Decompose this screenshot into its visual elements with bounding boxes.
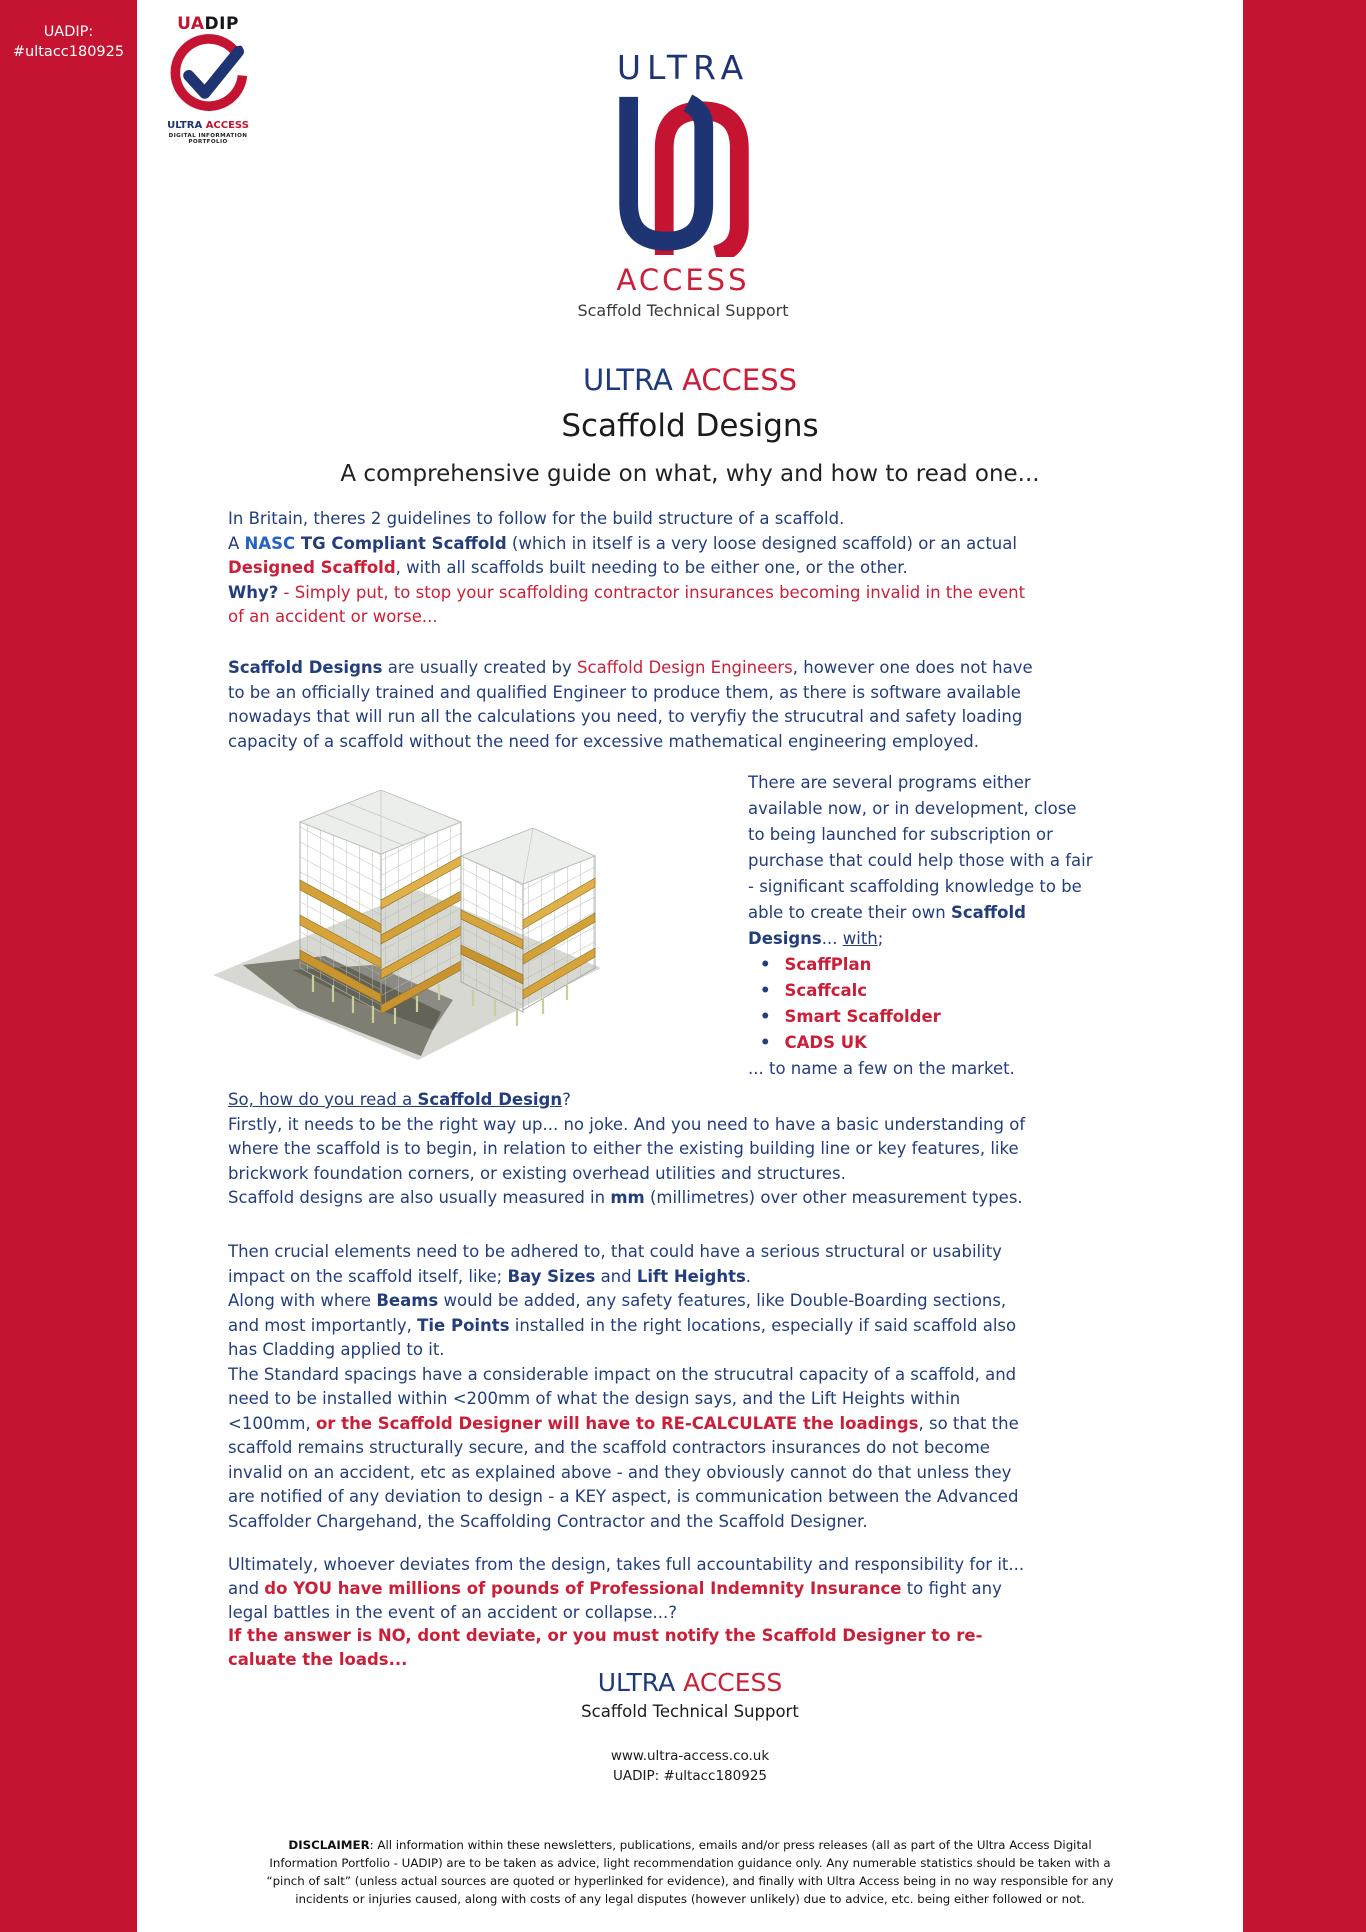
- text-segment: , however one does not have: [792, 658, 1033, 677]
- text-segment: where the scaffold is to begin, in relation to either the existing building line or key features, like: [228, 1139, 1019, 1158]
- programs-intro-lines: [748, 770, 1093, 952]
- logo-ultra-wordmark: ULTRA: [616, 48, 750, 87]
- text-segment: In Britain, theres 2 guidelines to follow for the build structure of a scaffold.: [228, 509, 845, 528]
- text-segment: to be an officially trained and qualified Engineer to produce them, as there is software available: [228, 682, 1021, 702]
- text-line: [228, 1553, 1024, 1577]
- uadip-brand-ultra: ULTRA: [167, 120, 206, 131]
- text-segment: has Cladding applied to it.: [228, 1340, 445, 1359]
- text-line: [228, 556, 1025, 581]
- text-line: [200, 1872, 1180, 1890]
- text-segment: caluate the loads...: [228, 1650, 408, 1670]
- software-name: Smart Scaffolder: [784, 1007, 941, 1026]
- software-list-item: [748, 1030, 1093, 1056]
- scaffold-3d-render: [203, 760, 605, 1066]
- text-segment: able to create their own: [748, 903, 951, 922]
- text-segment: need to be installed within <200mm of what the design says, and the Lift Heights within: [228, 1389, 961, 1408]
- text-segment: would be added, any safety features, like Double-Boarding sections,: [438, 1291, 1007, 1310]
- how-to-read-section: [228, 1088, 1025, 1211]
- text-segment: Scaffold: [950, 903, 1026, 922]
- uadip-logo-subtitle: DIGITAL INFORMATION PORTFOLIO: [168, 133, 248, 145]
- text-line: [748, 1056, 1093, 1082]
- text-segment: ;: [877, 929, 884, 948]
- software-list: [748, 952, 1093, 1056]
- text-segment: Information Portfolio - UADIP) are to be taken as advice, light recommendation guidance only. Any numerable statistics should be taken with a: [269, 1856, 1111, 1870]
- logo-access-wordmark: ACCESS: [616, 263, 750, 297]
- text-segment: Along with where: [228, 1291, 377, 1310]
- text-line: [200, 1854, 1180, 1872]
- text-segment: Ultimately, whoever deviates from the design, takes full accountability and responsibility for it...: [228, 1555, 1025, 1574]
- text-segment: (millimetres) over other measurement types.: [644, 1188, 1023, 1207]
- intro-paragraph: [228, 507, 1025, 630]
- text-line: [228, 1461, 1019, 1486]
- uadip-tag-code: #ultacc180925: [12, 44, 125, 60]
- software-list-item: [748, 1004, 1093, 1030]
- text-line: [228, 507, 1025, 532]
- uadip-logo-dip: DIP: [204, 14, 239, 34]
- text-line: [228, 705, 1033, 730]
- text-line: [228, 1314, 1019, 1339]
- text-segment: <100mm,: [228, 1413, 316, 1433]
- footer-website: www.ultra-access.co.uk: [610, 1748, 770, 1764]
- text-segment: The Standard spacings have a considerable impact on the strucutral capacity of a scaffold, and: [228, 1364, 1017, 1384]
- text-line: [228, 730, 1033, 755]
- text-line: [228, 1485, 1019, 1510]
- text-segment: A: [228, 533, 245, 553]
- text-segment: ?: [562, 1090, 571, 1109]
- text-segment: to fight any: [901, 1578, 1002, 1598]
- crucial-elements-paragraph: [228, 1240, 1019, 1534]
- heading-brand-ultra: ULTRA: [582, 363, 683, 397]
- left-red-band: [0, 0, 137, 1932]
- text-segment: .: [745, 1266, 752, 1286]
- uadip-logo-ua: UA: [177, 14, 205, 34]
- text-line: [228, 656, 1033, 681]
- text-segment: There are several programs either: [748, 773, 1031, 792]
- footer-brand-ultra: ULTRA: [597, 1668, 684, 1697]
- text-segment: legal battles in the event of an accident or collapse...?: [228, 1602, 677, 1622]
- text-line: [228, 1601, 1024, 1625]
- uadip-tag-label: UADIP:: [43, 24, 94, 40]
- text-line: [200, 1890, 1180, 1908]
- programs-paragraph: [748, 770, 1093, 1082]
- text-segment: So, how do you read a: [228, 1090, 418, 1109]
- text-line: [748, 822, 1093, 848]
- text-segment: - Simply put, to stop your scaffolding contractor insurances becoming invalid in the event: [278, 582, 1026, 602]
- text-segment: If the answer is NO, dont deviate, or you must notify the Scaffold Designer to re-: [228, 1626, 983, 1646]
- text-segment: of an accident or worse...: [228, 607, 438, 626]
- text-line: [228, 1510, 1019, 1535]
- bullet-icon: •: [760, 1007, 771, 1026]
- text-segment: Why?: [228, 582, 279, 602]
- text-line: [200, 1836, 1180, 1854]
- disclaimer: [200, 1836, 1180, 1908]
- text-segment: do YOU have millions of pounds of Professional Indemnity Insurance: [264, 1578, 902, 1598]
- text-line: [228, 532, 1025, 557]
- text-segment: brickwork foundation corners, or existing overhead utilities and structures.: [228, 1163, 846, 1183]
- text-segment: to being launched for subscription or: [748, 825, 1053, 844]
- uadip-logo-title: [150, 14, 266, 34]
- text-segment: , with all scaffolds built needing to be either one, or the other.: [395, 558, 908, 577]
- logo-tagline: Scaffold Technical Support: [577, 301, 789, 320]
- accountability-paragraph: [228, 1553, 1024, 1672]
- bullet-icon: •: [760, 955, 771, 974]
- text-segment: Lift Heights: [636, 1266, 746, 1286]
- text-line: [748, 848, 1093, 874]
- nasc-link[interactable]: NASC: [244, 533, 296, 553]
- interlocked-u-monogram-icon: [608, 89, 758, 257]
- checkmark-badge-icon: [168, 34, 248, 114]
- footer-brand-access: ACCESS: [683, 1668, 783, 1697]
- text-segment: and most importantly,: [228, 1315, 418, 1335]
- bullet-icon: •: [760, 981, 771, 1000]
- software-name: CADS UK: [784, 1033, 867, 1052]
- text-segment: or the Scaffold Designer will have to RE-CALCULATE the loadings: [315, 1413, 919, 1433]
- text-line: [228, 1577, 1024, 1601]
- text-segment: available now, or in development, close: [748, 799, 1077, 818]
- text-segment: incidents or injuries caused, along with costs of any legal disputes (however unlikely) due to advice, etc. being either followed or not.: [295, 1892, 1085, 1906]
- uadip-portfolio-logo: [150, 14, 266, 145]
- text-segment: and: [228, 1578, 265, 1598]
- footer: [137, 1668, 1243, 1784]
- text-line: [748, 770, 1093, 796]
- text-segment: mm: [610, 1188, 645, 1207]
- text-line: [228, 605, 1025, 630]
- heading-brand-access: ACCESS: [682, 363, 798, 397]
- text-segment: DISCLAIMER: [288, 1838, 370, 1852]
- text-line: [228, 1387, 1019, 1412]
- text-segment: TG Compliant Scaffold: [295, 533, 507, 553]
- text-segment: ... to name a few on the market.: [748, 1059, 1015, 1078]
- text-segment: Scaffold Design: [417, 1090, 563, 1109]
- text-line: [228, 1240, 1019, 1265]
- text-segment: Designs: [748, 929, 822, 948]
- text-segment: Then crucial elements need to be adhered to, that could have a serious structural or usability: [228, 1242, 1002, 1261]
- software-name: Scaffcalc: [784, 981, 868, 1000]
- text-segment: Tie Points: [417, 1315, 510, 1335]
- right-red-band: [1243, 0, 1366, 1932]
- text-line: [748, 796, 1093, 822]
- text-segment: are notified of any deviation to design - a KEY aspect, is communication between the Advanced: [228, 1487, 1019, 1506]
- text-segment: purchase that could help those with a fair: [748, 851, 1093, 870]
- text-segment: Firstly, it needs to be the right way up... no joke. And you need to have a basic understanding of: [228, 1114, 1026, 1134]
- text-line: [228, 1338, 1019, 1363]
- text-line: [228, 1363, 1019, 1388]
- footer-brand: [137, 1668, 1243, 1697]
- text-segment: capacity of a scaffold without the need for excessive mathematical engineering employed.: [228, 731, 979, 751]
- uadip-brand-access: ACCESS: [205, 120, 249, 131]
- software-name: ScaffPlan: [784, 955, 872, 974]
- page-title: Scaffold Designs: [561, 408, 819, 444]
- text-segment: Beams: [376, 1291, 439, 1310]
- software-list-outro: [748, 1056, 1093, 1082]
- text-segment: Designed Scaffold: [228, 558, 396, 577]
- text-segment: Scaffold Design Engineers: [577, 658, 793, 677]
- text-segment: are usually created by: [382, 658, 578, 677]
- text-segment: invalid on an accident, etc as explained above - and they obviously cannot do that unless they: [228, 1462, 1012, 1482]
- text-segment: “pinch of salt” (unless actual sources are quoted or hyperlinked for evidence), and finally with Ultra Access being in no way responsible for any: [266, 1874, 1114, 1888]
- footer-tagline: Scaffold Technical Support: [581, 1702, 799, 1721]
- footer-uadip-ref: UADIP: #ultacc180925: [612, 1768, 768, 1784]
- text-line: [228, 1186, 1025, 1211]
- text-segment: Scaffold Designs: [228, 658, 383, 677]
- text-line: [228, 681, 1033, 706]
- text-line: [228, 1624, 1024, 1648]
- uadip-logo-brand: [150, 120, 266, 131]
- designers-paragraph: [228, 656, 1033, 754]
- text-segment: scaffold remains structurally secure, and the scaffold contractors insurances do not become: [228, 1438, 990, 1457]
- text-segment: Scaffolder Chargehand, the Scaffolding Contractor and the Scaffold Designer.: [228, 1511, 868, 1531]
- text-line: [228, 1137, 1025, 1162]
- text-segment: (which in itself is a very loose designed scaffold) or an actual: [506, 533, 1017, 553]
- software-list-item: [748, 952, 1093, 978]
- text-line: [228, 1088, 1025, 1113]
- text-line: [228, 1412, 1019, 1437]
- text-segment: Bay Sizes: [507, 1266, 596, 1286]
- text-segment: : All information within these newsletters, publications, emails and/or press releases (all as part of the Ultra Access Digital: [369, 1838, 1092, 1852]
- text-segment: installed in the right locations, especially if said scaffold also: [509, 1315, 1017, 1335]
- page-subtitle: A comprehensive guide on what, why and how to read one...: [340, 461, 1040, 487]
- text-segment: impact on the scaffold itself, like;: [228, 1266, 508, 1286]
- text-segment: and: [595, 1266, 637, 1286]
- text-segment: - significant scaffolding knowledge to be: [748, 877, 1082, 896]
- text-line: [228, 581, 1025, 606]
- text-line: [748, 900, 1093, 926]
- text-line: [748, 874, 1093, 900]
- page-heading: [137, 363, 1243, 487]
- uadip-corner-tag: [0, 22, 137, 62]
- heading-brand: [137, 363, 1243, 397]
- text-line: [228, 1436, 1019, 1461]
- text-segment: nowadays that will run all the calculations you need, to veryfiy the strucutral and safety loading: [228, 707, 1023, 726]
- text-line: [228, 1113, 1025, 1138]
- ultra-access-logo: [533, 48, 833, 320]
- text-segment: ...: [821, 929, 843, 948]
- text-line: [748, 926, 1093, 952]
- scaffold-render-image: [203, 760, 605, 1066]
- text-line: [228, 1289, 1019, 1314]
- text-segment: Scaffold designs are also usually measured in: [228, 1188, 611, 1207]
- text-segment: , so that the: [918, 1413, 1019, 1433]
- software-list-item: [748, 978, 1093, 1004]
- bullet-icon: •: [760, 1033, 771, 1052]
- text-line: [228, 1265, 1019, 1290]
- text-segment: with: [842, 929, 878, 948]
- text-line: [228, 1162, 1025, 1187]
